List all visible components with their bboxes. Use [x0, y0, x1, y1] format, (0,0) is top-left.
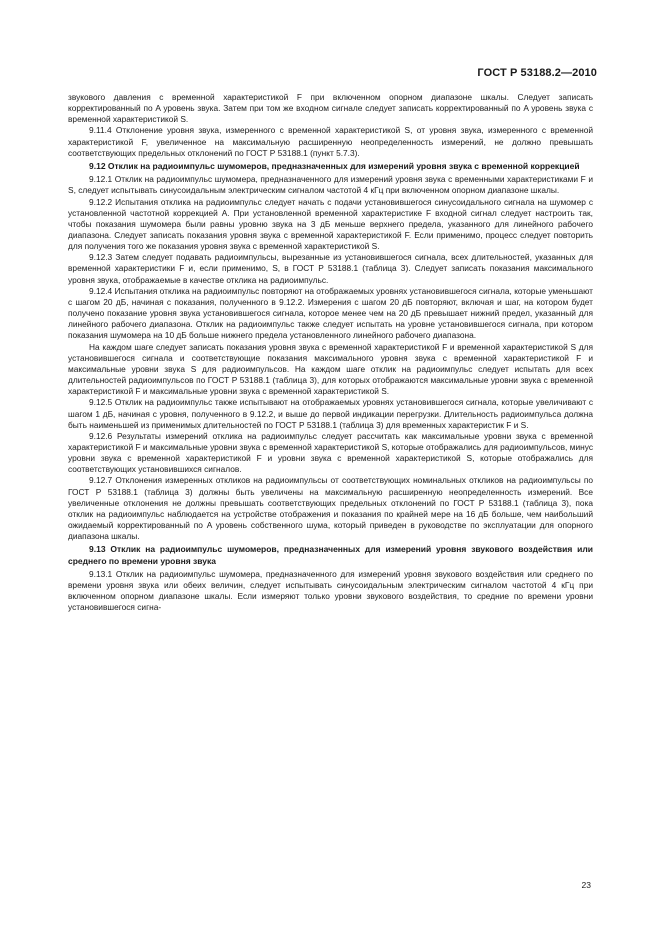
paragraph-9-12-5: 9.12.5 Отклик на радиоимпульс также испытывают на отображаемых уровнях установившегося сигнала, которые увеличивают с шагом 1 дБ, начиная с уровня, полученного в 9.12.2, и выше до первой индикации перегрузки. Длительность радиоимпульса должна быть наименьшей из применимых длительностей по ГОСТ Р 53188.1 (таблица 3) для временных характеристик F и S.	[68, 397, 593, 430]
paragraph-9-12-6: 9.12.6 Результаты измерений отклика на радиоимпульс следует рассчитать как максимальные уровни звука с временной характеристикой F и максимальные уровни звука с временной характеристикой S, которые отображались для радиоимпульсов, минус уровни звука с временной характеристикой F и уровни звука с временной характеристикой S, которые отображались для соответствующих установившихся сигналов.	[68, 430, 593, 475]
paragraph-9-12-3: 9.12.3 Затем следует подавать радиоимпульсы, вырезанные из установившегося сигнала, всех длительностей, указанных для временной характеристики F и, если применимо, S, в ГОСТ Р 53188.1 (таблица 3). Следует записать показания максимального уровня звука, отображаемые в качестве отклика на радиоимпульс.	[68, 252, 593, 285]
paragraph-9-12-1: 9.12.1 Отклик на радиоимпульс шумомера, предназначенного для измерений уровня звука с временными характеристиками F и S, следует испытывать синусоидальным электрическим сигналом частотой 4 кГц при включенном опорном диапазоне шкалы.	[68, 174, 593, 196]
paragraph-9-12-4: 9.12.4 Испытания отклика на радиоимпульс повторяют на отображаемых уровнях установившегося сигнала, которые уменьшают с шагом 20 дБ, начиная с показания, полученного в 9.12.2. Измерения с шагом 20 дБ повторяют, включая и шаг, на котором будет получено показание уровня звука установившегося сигнала, которое менее чем на 20 дБ превышает нижний предел, указанный для линейного рабочего диапазона. Отклик на радиоимпульс также следует испытать на уровне установившегося сигнала, при котором показания шумомера на 10 дБ больше нижнего предела установленного линейного рабочего диапазона.	[68, 285, 593, 341]
standard-header: ГОСТ Р 53188.2—2010	[477, 67, 597, 79]
paragraph-9-11-4: 9.11.4 Отклонение уровня звука, измеренного с временной характеристикой S, от уровня звука, измеренного с временной характеристикой F, увеличенное на максимальную расширенную неопределенность измерений, не должно превышать соответствующих предельных отклонений по ГОСТ Р 53188.1 (пункт 5.7.3).	[68, 125, 593, 158]
paragraph-each-step: На каждом шаге следует записать показания уровня звука с временной характеристикой F и временной характеристикой S для установившегося сигнала и соответствующие показания максимального уровня звука с временной характеристикой F и максимальные уровни звука S для радиоимпульсов. На каждом шаге отклик на радиоимпульс следует испытать для всех длительностей радиоимпульсов по ГОСТ Р 53188.1 (таблица 3), для которых отображаются максимальные уровни звука с временной характеристикой F и максимальные уровни звука с временной характеристикой S.	[68, 341, 593, 397]
paragraph-9-13-1: 9.13.1 Отклик на радиоимпульс шумомера, предназначенного для измерений уровня звукового воздействия или среднего по времени уровня звука или обеих величин, следует испытывать синусоидальным электрическим сигналом частотой 4 кГц при включенном опорном диапазоне шкалы. Если измеряют только уровни звукового воздействия, то средние по времени уровни установившегося сигна-	[68, 568, 593, 613]
paragraph-9-12-7: 9.12.7 Отклонения измеренных откликов на радиоимпульсы от соответствующих номинальных откликов на радиоимпульсы по ГОСТ Р 53188.1 (таблица 3) должны быть увеличены на максимальную расширенную неопределенность измерений. Все увеличенные отклонения не должны превышать соответствующих предельных отклонений по ГОСТ Р 53188.1 (таблица 3), пока отклик на радиоимпульс наблюдается на устройстве отображения и показания по крайней мере на 16 дБ больше, чем наибольший ожидаемый корректированный по A уровень собственного шума, который приведен в руководстве по эксплуатации для опорного диапазона шкалы.	[68, 475, 593, 542]
section-heading-9-12: 9.12 Отклик на радиоимпульс шумомеров, предназначенных для измерений уровня звука с временной коррекцией	[89, 160, 580, 171]
paragraph: звукового давления с временной характеристикой F при включенном опорном диапазоне шкалы. Следует записать корректированный по A уровень звука. Затем при том же входном сигнале следует записать корректированный по A уровень звука с временной характеристикой S.	[68, 92, 593, 125]
document-body	[68, 92, 593, 614]
section-heading-9-13: 9.13 Отклик на радиоимпульс шумомеров, предназначенных для измерений уровня звукового воздействия или среднего по времени уровня звука	[68, 544, 593, 566]
paragraph-9-12-2: 9.12.2 Испытания отклика на радиоимпульс следует начать с подачи установившегося синусоидального сигнала на шумомер с установленной частотной коррекцией A. При установленной временной характеристике F входной сигнал следует настроить так, чтобы показания шумомера были равны уровню звука на 3 дБ меньше верхнего предела, указанного для линейного рабочего диапазона. Следует записать показания уровня звука с временной характеристикой F. Если применимо, процесс следует повторить для получения того же показания уровня звука с временной характеристикой S.	[68, 196, 593, 252]
page-number: 23	[581, 880, 591, 890]
